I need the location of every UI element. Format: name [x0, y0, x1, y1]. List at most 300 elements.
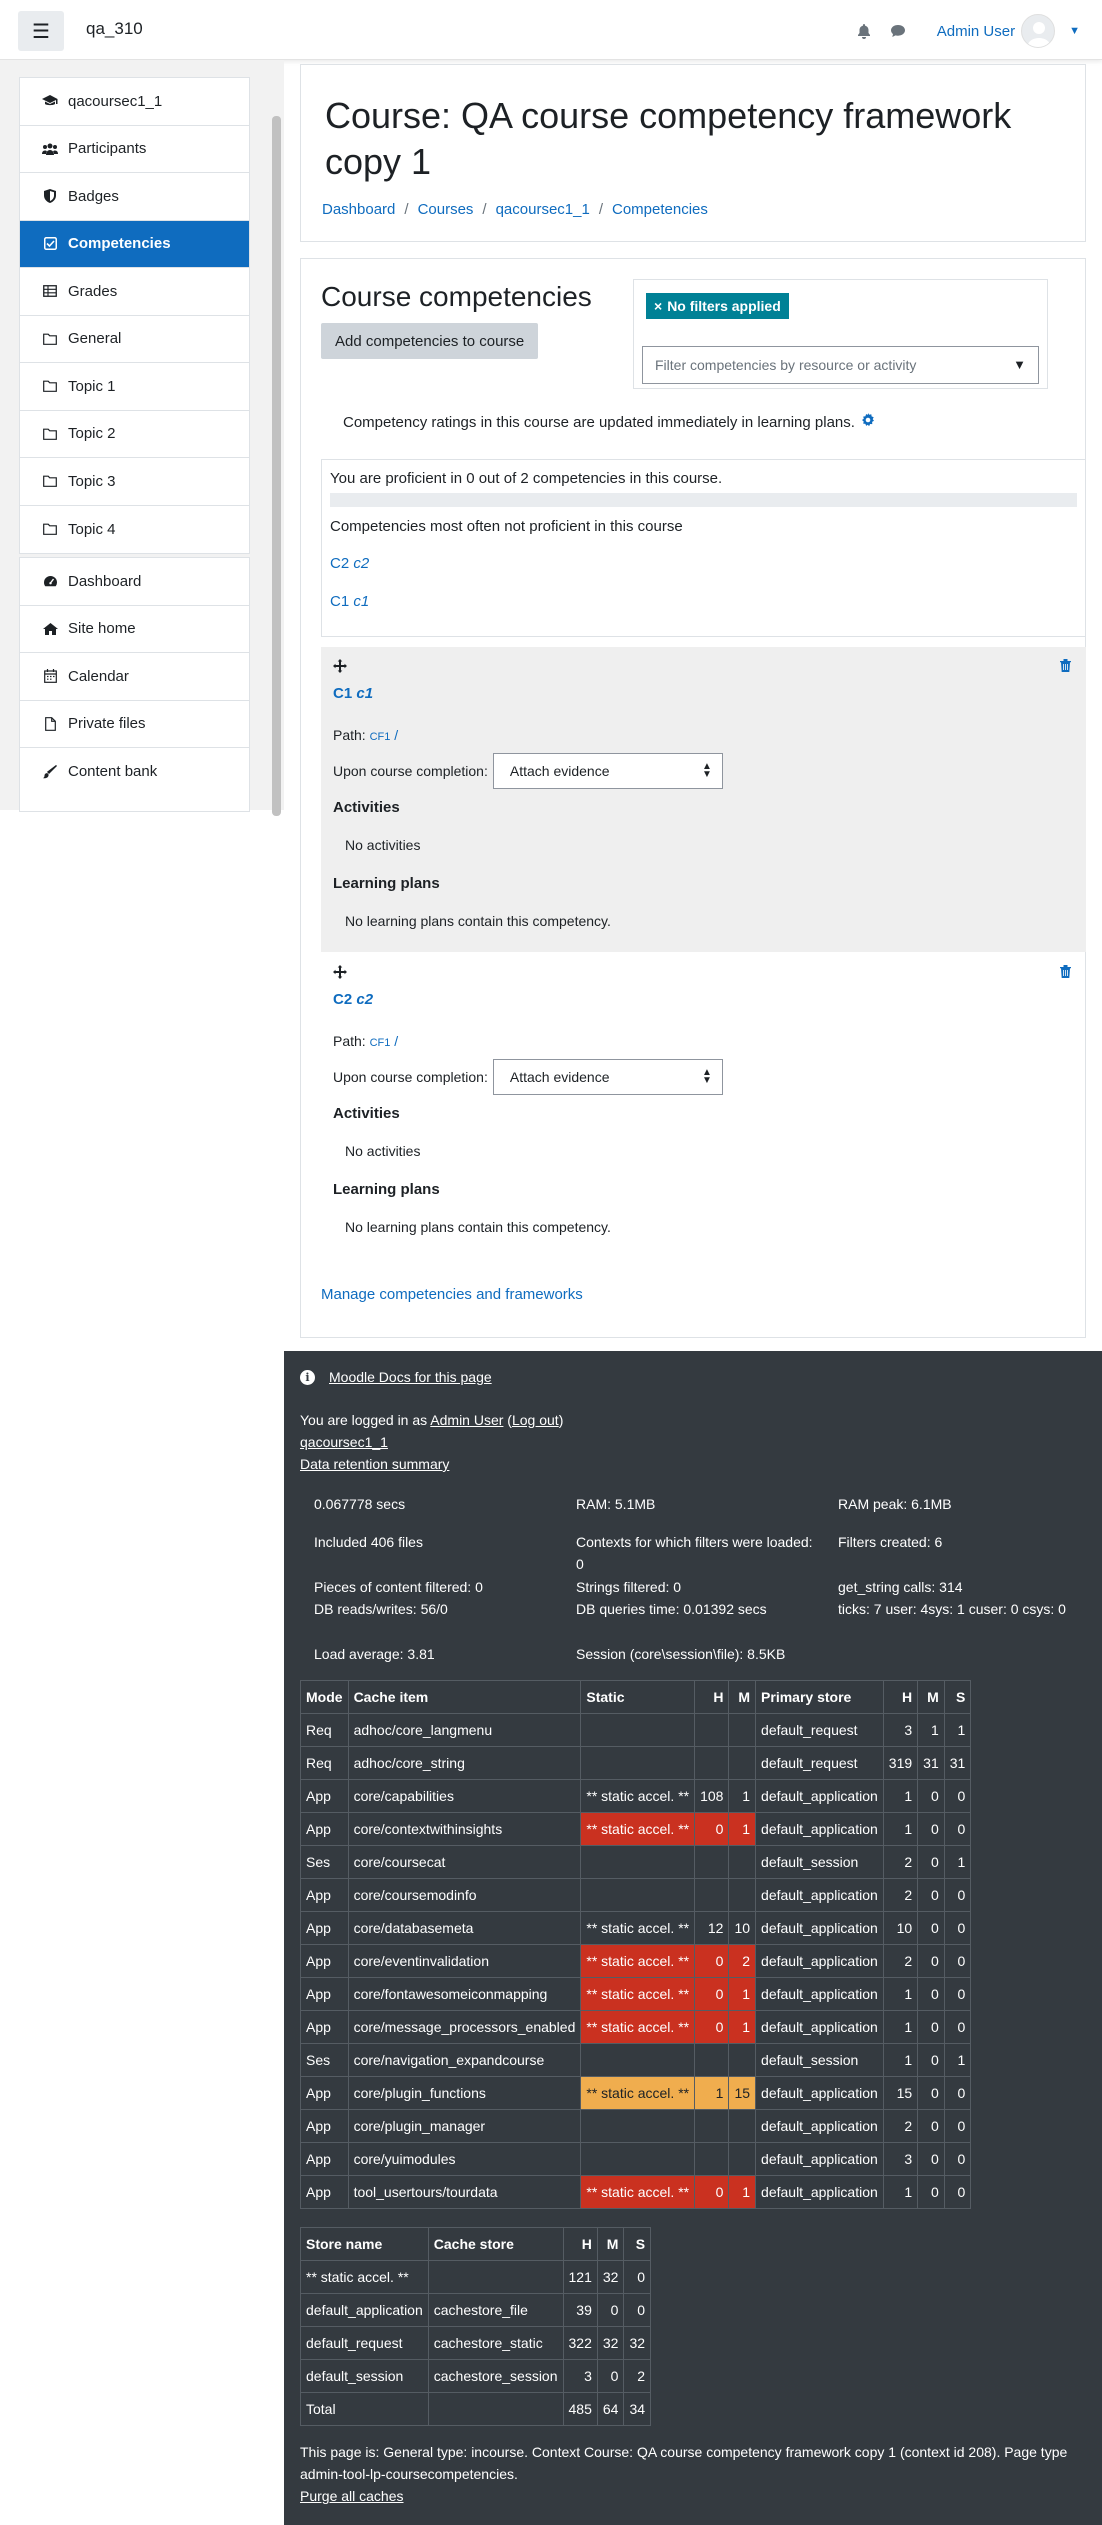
proficiency-summary	[321, 459, 1086, 637]
table-cell-m: 0	[597, 2360, 624, 2393]
table-cell-h: 319	[883, 1747, 917, 1780]
sidebar-item-private-files[interactable]	[20, 701, 249, 749]
table-cell-static	[581, 1879, 695, 1912]
competency-name: c1	[353, 593, 370, 610]
avatar[interactable]	[1021, 14, 1055, 48]
filter-select[interactable]	[642, 346, 1039, 384]
table-cell-h: 121	[563, 2261, 597, 2294]
table-cell-sh	[695, 2143, 729, 2176]
table-cell-mode: Ses	[301, 2044, 349, 2077]
sidebar-item-badges[interactable]	[20, 173, 249, 221]
column-header: Cache item	[348, 1681, 581, 1714]
table-cell-h: 1	[883, 2176, 917, 2209]
table-cell-name: default_application	[301, 2294, 429, 2327]
table-cell-s: 1	[944, 1714, 971, 1747]
logged-in-text: You are logged in as	[300, 1412, 428, 1428]
sidebar-item-label: Topic 3	[68, 472, 116, 490]
breadcrumb-competencies[interactable]: Competencies	[612, 201, 708, 218]
page-info	[300, 2441, 1090, 2507]
filter-panel	[633, 279, 1048, 389]
table-cell-m: 0	[918, 1945, 945, 1978]
table-cell-sm	[729, 1747, 756, 1780]
completion-label: Upon course completion:	[333, 1069, 488, 1085]
table-cell-sm	[729, 2110, 756, 2143]
add-competencies-button[interactable]: Add competencies to course	[321, 323, 538, 359]
sidebar-item-topic-4[interactable]	[20, 506, 249, 554]
logout-link[interactable]: Log out	[511, 1412, 559, 1428]
paintbrush-icon	[42, 765, 58, 779]
table-cell-h: 3	[883, 2143, 917, 2176]
table-cell-static	[581, 1747, 695, 1780]
table-cell-item: core/contextwithinsights	[348, 1813, 581, 1846]
filter-badge-label: No filters applied	[667, 298, 781, 314]
site-name[interactable]: qa_310	[86, 19, 143, 38]
column-header: Static	[581, 1681, 695, 1714]
table-cell-static: ** static accel. **	[581, 1813, 695, 1846]
activities-text: No activities	[345, 1143, 421, 1159]
table-cell-sm	[729, 2044, 756, 2077]
table-cell-mode: App	[301, 2143, 349, 2176]
table-cell-mode: App	[301, 2176, 349, 2209]
page-footer	[284, 1351, 1102, 2525]
table-cell-m: 32	[597, 2261, 624, 2294]
cache-table-row	[301, 2011, 971, 2044]
completion-rule-value: Attach evidence	[509, 763, 610, 779]
table-cell-sh: 0	[695, 1978, 729, 2011]
table-cell-s: 32	[624, 2327, 651, 2360]
table-cell-item: core/coursemodinfo	[348, 1879, 581, 1912]
move-icon[interactable]	[333, 659, 347, 677]
path-label: Path:	[333, 727, 366, 743]
breadcrumb-dashboard[interactable]: Dashboard	[322, 201, 396, 218]
perf-get-string: get_string calls: 314	[838, 1579, 963, 1595]
close-icon[interactable]: ×	[654, 298, 663, 314]
cache-table-row	[301, 1912, 971, 1945]
table-cell-sm	[729, 1879, 756, 1912]
table-cell-s: 1	[944, 1846, 971, 1879]
sidebar-item-label: Competencies	[68, 235, 171, 253]
folder-icon	[42, 380, 58, 392]
sidebar-item-course[interactable]	[20, 78, 249, 126]
sidebar-item-label: Site home	[68, 620, 136, 638]
table-cell-sm	[729, 1714, 756, 1747]
breadcrumb-separator: /	[482, 201, 487, 218]
table-cell-s: 0	[624, 2261, 651, 2294]
sidebar-item-label: Calendar	[68, 667, 129, 685]
main-content	[300, 258, 1086, 1338]
competency-id: C2	[330, 555, 350, 572]
store-table-row	[301, 2360, 651, 2393]
proficiency-progress-bar	[330, 493, 1077, 507]
table-cell-m: 0	[597, 2294, 624, 2327]
cache-table-row	[301, 1945, 971, 1978]
column-header: Mode	[301, 1681, 349, 1714]
table-cell-sm	[729, 1846, 756, 1879]
section-heading: Course competencies	[321, 281, 592, 312]
table-cell-h: 1	[883, 1978, 917, 2011]
trash-icon[interactable]	[1060, 659, 1071, 676]
moodle-docs-link[interactable]: Moodle Docs for this page	[329, 1369, 492, 1385]
nav-drawer	[0, 60, 284, 810]
table-cell-name: ** static accel. **	[301, 2261, 429, 2294]
perf-ram: RAM: 5.1MB	[576, 1496, 656, 1512]
sidebar-item-label: Dashboard	[68, 572, 142, 590]
table-cell-m: 0	[918, 1912, 945, 1945]
graduation-cap-icon	[42, 95, 58, 107]
learning-plans-heading: Learning plans	[333, 875, 440, 892]
table-cell-store: default_application	[756, 2143, 884, 2176]
table-cell-name: default_request	[301, 2327, 429, 2360]
competency-block-c1	[321, 647, 1086, 952]
table-cell-mode: Req	[301, 1714, 349, 1747]
table-cell-store: default_request	[756, 1714, 884, 1747]
table-cell-mode: Ses	[301, 1846, 349, 1879]
table-cell-mode: App	[301, 1813, 349, 1846]
manage-competencies-link[interactable]: Manage competencies and frameworks	[321, 1286, 583, 1303]
table-cell-s: 34	[624, 2393, 651, 2426]
check-square-icon	[42, 237, 58, 250]
table-cell-static: ** static accel. **	[581, 1780, 695, 1813]
table-cell-h: 1	[883, 1780, 917, 1813]
table-cell-store: default_application	[756, 2011, 884, 2044]
table-cell-m: 0	[918, 1846, 945, 1879]
user-nav	[839, 14, 1080, 48]
competency-name: c1	[356, 685, 374, 702]
purge-caches-link[interactable]: Purge all caches	[300, 2488, 404, 2504]
table-cell-h: 2	[883, 1879, 917, 1912]
table-cell-item: core/databasemeta	[348, 1912, 581, 1945]
table-cell-store: default_application	[756, 1780, 884, 1813]
table-cell-sm: 1	[729, 1978, 756, 2011]
table-cell-h: 2	[883, 1846, 917, 1879]
table-cell-sh	[695, 2044, 729, 2077]
table-cell-sm: 2	[729, 1945, 756, 1978]
table-cell-item: adhoc/core_langmenu	[348, 1714, 581, 1747]
table-cell-sm: 1	[729, 2011, 756, 2044]
sidebar-item-general[interactable]	[20, 316, 249, 364]
sidebar-item-dashboard[interactable]	[20, 558, 249, 606]
chevron-down-icon[interactable]: ▼	[1069, 25, 1080, 37]
path-link[interactable]: CF1	[369, 731, 391, 743]
cache-table-row	[301, 1780, 971, 1813]
caret-down-icon: ▼	[1013, 357, 1026, 372]
table-cell-sh: 1	[695, 2077, 729, 2110]
table-cell-s: 1	[944, 2044, 971, 2077]
breadcrumb-course[interactable]: qacoursec1_1	[495, 201, 590, 218]
select-arrows-icon: ▲ ▼	[701, 1067, 712, 1086]
competency-path	[333, 727, 398, 743]
sidebar-item-topic-2[interactable]	[20, 411, 249, 459]
table-cell-sm: 10	[729, 1912, 756, 1945]
sidebar-item-grades[interactable]	[20, 268, 249, 316]
move-icon[interactable]	[333, 965, 347, 983]
table-cell-static: ** static accel. **	[581, 1978, 695, 2011]
sidebar-item-site-home[interactable]	[20, 606, 249, 654]
sidebar-item-label: Grades	[68, 282, 118, 300]
table-cell-sm: 1	[729, 1813, 756, 1846]
table-cell-static: ** static accel. **	[581, 1945, 695, 1978]
table-cell-mode: App	[301, 1978, 349, 2011]
perf-session: Session (core\session\file): 8.5KB	[576, 1646, 786, 1662]
info-text: Competency ratings in this course are updated immediately in learning plans.	[343, 413, 855, 431]
table-cell-sh: 0	[695, 2011, 729, 2044]
table-cell-static	[581, 2143, 695, 2176]
perf-db-time: DB queries time: 0.01392 secs	[576, 1601, 767, 1617]
table-cell-h: 10	[883, 1912, 917, 1945]
cache-table-row	[301, 2077, 971, 2110]
folder-icon	[42, 523, 58, 535]
shield-icon	[42, 189, 58, 203]
table-cell-item: core/navigation_expandcourse	[348, 2044, 581, 2077]
table-cell-name: default_session	[301, 2360, 429, 2393]
competency-title[interactable]	[333, 991, 373, 1008]
table-cell-store	[428, 2261, 563, 2294]
course-nav	[19, 77, 250, 554]
competency-id: C1	[333, 685, 353, 702]
table-cell-mode: App	[301, 1780, 349, 1813]
table-cell-store: default_application	[756, 1945, 884, 1978]
table-cell-s: 0	[944, 1912, 971, 1945]
table-cell-item: core/message_processors_enabled	[348, 2011, 581, 2044]
table-cell-sh: 108	[695, 1780, 729, 1813]
table-cell-m: 1	[918, 1714, 945, 1747]
completion-rule-select[interactable]	[493, 753, 723, 789]
table-cell-sh: 0	[695, 2176, 729, 2209]
table-cell-store: default_application	[756, 2077, 884, 2110]
cache-store-table	[300, 2227, 651, 2426]
table-cell-mode: App	[301, 2110, 349, 2143]
breadcrumb-courses[interactable]: Courses	[417, 201, 474, 218]
sidebar-item-topic-3[interactable]	[20, 458, 249, 506]
table-cell-s: 0	[944, 1813, 971, 1846]
competency-block-c2	[321, 953, 1086, 1253]
perf-secs: 0.067778 secs	[314, 1496, 406, 1512]
logged-in-line: You are logged in as Admin User (Log out)	[300, 1412, 564, 1428]
filter-badge[interactable]	[646, 293, 789, 319]
table-cell-s: 31	[944, 1747, 971, 1780]
column-header: M	[729, 1681, 756, 1714]
file-icon	[42, 717, 58, 731]
table-cell-static	[581, 1846, 695, 1879]
sidebar-item-participants[interactable]	[20, 126, 249, 174]
folder-icon	[42, 475, 58, 487]
perf-included: Included 406 files	[314, 1534, 423, 1550]
cache-header-row	[301, 1681, 971, 1714]
table-cell-store: default_application	[756, 1978, 884, 2011]
cache-table-row	[301, 1879, 971, 1912]
perf-contexts: Contexts for which filters were loaded: 0	[576, 1534, 813, 1572]
table-cell-store: cachestore_file	[428, 2294, 563, 2327]
page-header	[300, 64, 1086, 242]
table-cell-m: 0	[918, 2143, 945, 2176]
table-cell-store: default_application	[756, 2176, 884, 2209]
table-cell-sm: 1	[729, 2176, 756, 2209]
docs-link-row	[300, 1369, 492, 1385]
sidebar-scrollbar[interactable]	[272, 116, 281, 816]
sidebar-item-label: Badges	[68, 187, 119, 205]
table-cell-sh: 0	[695, 1945, 729, 1978]
info-message	[343, 413, 875, 431]
learning-plans-text: No learning plans contain this competency.	[345, 913, 611, 929]
table-cell-store: default_application	[756, 1813, 884, 1846]
competency-id: C1	[330, 593, 350, 610]
path-separator: /	[394, 1033, 399, 1049]
table-cell-m: 0	[918, 2176, 945, 2209]
table-cell-h: 39	[563, 2294, 597, 2327]
bell-icon[interactable]	[855, 22, 873, 40]
table-cell-s: 0	[944, 2143, 971, 2176]
table-cell-m: 0	[918, 2044, 945, 2077]
competency-name: c2	[356, 991, 374, 1008]
table-cell-item: tool_usertours/tourdata	[348, 2176, 581, 2209]
breadcrumb-separator: /	[404, 201, 409, 218]
completion-rule-select[interactable]	[493, 1059, 723, 1095]
table-cell-s: 0	[944, 1945, 971, 1978]
calendar-icon	[42, 669, 58, 683]
select-arrows-icon: ▲ ▼	[701, 761, 712, 780]
table-cell-m: 0	[918, 1879, 945, 1912]
table-cell-h: 1	[883, 2044, 917, 2077]
table-cell-h: 15	[883, 2077, 917, 2110]
hamburger-icon: ☰	[32, 20, 50, 43]
not-proficient-link-c2[interactable]	[330, 555, 369, 572]
info-icon: i	[300, 1370, 315, 1385]
folder-icon	[42, 333, 58, 345]
table-cell-m: 0	[918, 1780, 945, 1813]
login-info	[300, 1409, 563, 1475]
activities-heading: Activities	[333, 1105, 400, 1122]
competency-title[interactable]	[333, 685, 373, 702]
column-header: Store name	[301, 2228, 429, 2261]
breadcrumb	[322, 201, 708, 218]
sidebar-item-label: Topic 4	[68, 520, 116, 538]
store-table-row	[301, 2393, 651, 2426]
sidebar-item-label: qacoursec1_1	[68, 92, 163, 110]
path-link[interactable]: CF1	[369, 1037, 391, 1049]
table-cell-item: core/coursecat	[348, 1846, 581, 1879]
table-cell-s: 0	[944, 2176, 971, 2209]
activities-text: No activities	[345, 837, 421, 853]
learning-plans-text: No learning plans contain this competency.	[345, 1219, 611, 1235]
sidebar-item-topic-1[interactable]	[20, 363, 249, 411]
sidebar-item-competencies[interactable]	[20, 221, 249, 269]
table-icon	[42, 285, 58, 297]
table-cell-store: default_application	[756, 2110, 884, 2143]
column-header: H	[883, 1681, 917, 1714]
table-cell-mode: App	[301, 1879, 349, 1912]
table-cell-h: 2	[883, 1945, 917, 1978]
user-menu-name[interactable]: Admin User	[936, 22, 1016, 40]
table-cell-mode: App	[301, 1945, 349, 1978]
top-navbar	[0, 0, 1102, 60]
table-cell-item: core/capabilities	[348, 1780, 581, 1813]
logged-in-user-link[interactable]: Admin User	[430, 1412, 504, 1428]
table-cell-item: core/yuimodules	[348, 2143, 581, 2176]
cache-table-row	[301, 2110, 971, 2143]
page-info-text: This page is: General type: incourse. Context Course: QA course competency framework copy 1 (context id 208). Page type admin-tool-lp-coursecompetencies.	[300, 2444, 1068, 2482]
table-cell-s: 0	[944, 1879, 971, 1912]
not-proficient-link-c1[interactable]	[330, 593, 369, 610]
store-header-row	[301, 2228, 651, 2261]
perf-strings: Strings filtered: 0	[576, 1579, 682, 1595]
folder-icon	[42, 428, 58, 440]
table-cell-s: 0	[944, 2077, 971, 2110]
table-cell-h: 2	[883, 2110, 917, 2143]
drawer-toggle-button[interactable]	[18, 11, 64, 51]
sidebar-item-content-bank[interactable]	[20, 748, 249, 796]
learning-plans-heading: Learning plans	[333, 1181, 440, 1198]
path-label: Path:	[333, 1033, 366, 1049]
table-cell-s: 0	[944, 1978, 971, 2011]
competency-id: C2	[333, 991, 353, 1008]
column-header: H	[695, 1681, 729, 1714]
sidebar-item-label: Topic 2	[68, 425, 116, 443]
table-cell-store: cachestore_static	[428, 2327, 563, 2360]
table-cell-item: core/fontawesomeiconmapping	[348, 1978, 581, 2011]
table-cell-item: core/eventinvalidation	[348, 1945, 581, 1978]
filter-placeholder: Filter competencies by resource or activity	[655, 357, 917, 373]
table-cell-sh	[695, 1747, 729, 1780]
sidebar-item-label: Private files	[68, 715, 146, 733]
table-cell-sh	[695, 1879, 729, 1912]
table-cell-store: default_session	[756, 1846, 884, 1879]
table-cell-s: 0	[944, 2110, 971, 2143]
gear-icon[interactable]	[861, 413, 875, 431]
table-cell-static	[581, 2044, 695, 2077]
cache-table-row	[301, 2044, 971, 2077]
competency-path	[333, 1033, 398, 1049]
store-table-row	[301, 2294, 651, 2327]
table-cell-sm	[729, 2143, 756, 2176]
sidebar-item-calendar[interactable]	[20, 653, 249, 701]
table-cell-h: 1	[883, 1813, 917, 1846]
table-cell-m: 0	[918, 2110, 945, 2143]
table-cell-m: 31	[918, 1747, 945, 1780]
data-retention-link[interactable]: Data retention summary	[300, 1456, 450, 1472]
table-cell-item: adhoc/core_string	[348, 1747, 581, 1780]
perf-ram-peak: RAM peak: 6.1MB	[838, 1496, 952, 1512]
table-cell-static	[581, 1714, 695, 1747]
table-cell-sh	[695, 2110, 729, 2143]
table-cell-m: 64	[597, 2393, 624, 2426]
table-cell-sh	[695, 1714, 729, 1747]
chat-icon[interactable]	[889, 22, 907, 40]
table-cell-static: ** static accel. **	[581, 2077, 695, 2110]
sidebar-item-label: Topic 1	[68, 377, 116, 395]
table-cell-store: default_request	[756, 1747, 884, 1780]
competency-name: c2	[353, 555, 370, 572]
path-separator: /	[394, 727, 399, 743]
cache-table-row	[301, 1747, 971, 1780]
column-header: M	[918, 1681, 945, 1714]
column-header: S	[944, 1681, 971, 1714]
table-cell-static: ** static accel. **	[581, 1912, 695, 1945]
table-cell-mode: App	[301, 1912, 349, 1945]
table-cell-s: 0	[944, 1780, 971, 1813]
footer-course-link[interactable]: qacoursec1_1	[300, 1434, 388, 1450]
column-header: Cache store	[428, 2228, 563, 2261]
perf-pieces: Pieces of content filtered: 0	[314, 1579, 483, 1595]
column-header: M	[597, 2228, 624, 2261]
table-cell-sm: 1	[729, 1780, 756, 1813]
trash-icon[interactable]	[1060, 965, 1071, 982]
cache-table-row	[301, 1846, 971, 1879]
column-header: H	[563, 2228, 597, 2261]
completion-rule	[333, 1059, 723, 1095]
users-icon	[42, 143, 58, 155]
home-icon	[42, 623, 58, 635]
sidebar-item-label: Content bank	[68, 763, 158, 781]
